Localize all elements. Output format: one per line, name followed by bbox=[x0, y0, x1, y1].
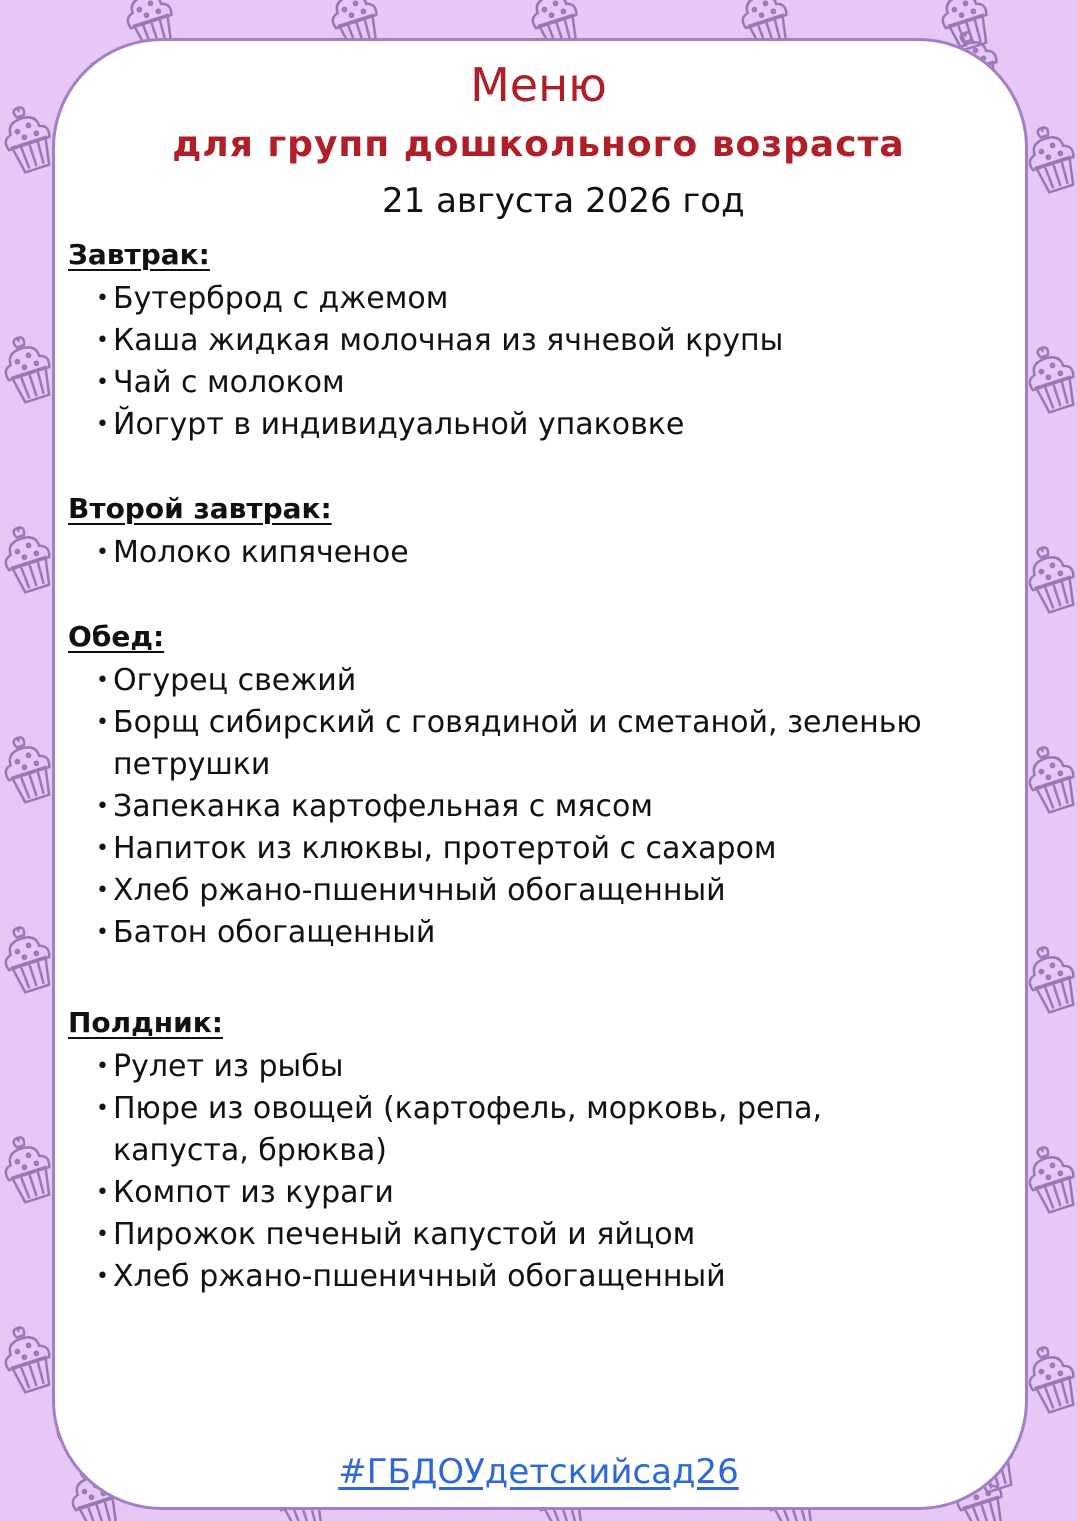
hashtag-link[interactable]: #ГБДОУдетскийсад26 bbox=[338, 1452, 739, 1492]
list-item: • Бутерброд с джемом bbox=[96, 278, 1016, 320]
list-item: • Пюре из овощей (картофель, морковь, репа, капуста, брюква) bbox=[96, 1088, 896, 1172]
list-item: • Батон обогащенный bbox=[96, 912, 1001, 954]
cupcake-icon bbox=[1020, 541, 1077, 615]
list-item: • Запеканка картофельная с мясом bbox=[96, 786, 1001, 828]
section-title-afternoon-snack: Полдник: bbox=[68, 1006, 223, 1039]
cupcake-icon bbox=[0, 921, 58, 995]
cupcake-icon bbox=[0, 1131, 58, 1205]
list-item: • Пирожок печеный капустой и яйцом bbox=[96, 1214, 896, 1256]
list-item: • Хлеб ржано-пшеничный обогащенный bbox=[96, 1256, 896, 1298]
list-item: • Компот из кураги bbox=[96, 1172, 896, 1214]
page-subtitle: для групп дошкольного возраста bbox=[172, 124, 905, 165]
page-title: Меню bbox=[470, 58, 607, 112]
afternoon-snack-list bbox=[96, 1046, 896, 1298]
breakfast-list bbox=[96, 278, 1016, 446]
section-title-lunch: Обед: bbox=[68, 620, 165, 653]
list-item: • Йогурт в индивидуальной упаковке bbox=[96, 404, 1016, 446]
lunch-list bbox=[96, 660, 1001, 954]
section-title-second-breakfast: Второй завтрак: bbox=[68, 492, 332, 525]
list-item: • Чай с молоком bbox=[96, 362, 1016, 404]
cupcake-icon bbox=[0, 331, 58, 405]
cupcake-icon bbox=[1020, 1141, 1077, 1215]
cupcake-icon bbox=[0, 1321, 58, 1395]
section-title-breakfast: Завтрак: bbox=[68, 238, 210, 271]
second-breakfast-list bbox=[96, 532, 1016, 574]
cupcake-icon bbox=[1020, 741, 1077, 815]
cupcake-icon bbox=[1020, 341, 1077, 415]
list-item: • Борщ сибирский с говядиной и сметаной, зеленью петрушки bbox=[96, 702, 1001, 786]
menu-date: 21 августа 2026 год bbox=[382, 181, 745, 221]
cupcake-icon bbox=[1020, 941, 1077, 1015]
list-item: • Огурец свежий bbox=[96, 660, 1001, 702]
cupcake-icon bbox=[0, 521, 58, 595]
cupcake-icon bbox=[1020, 1341, 1077, 1415]
list-item: • Хлеб ржано-пшеничный обогащенный bbox=[96, 870, 1001, 912]
list-item: • Напиток из клюквы, протертой с сахаром bbox=[96, 828, 1001, 870]
list-item: • Молоко кипяченое bbox=[96, 532, 1016, 574]
list-item: • Рулет из рыбы bbox=[96, 1046, 896, 1088]
cupcake-icon bbox=[0, 731, 58, 805]
list-item: • Каша жидкая молочная из ячневой крупы bbox=[96, 320, 1016, 362]
